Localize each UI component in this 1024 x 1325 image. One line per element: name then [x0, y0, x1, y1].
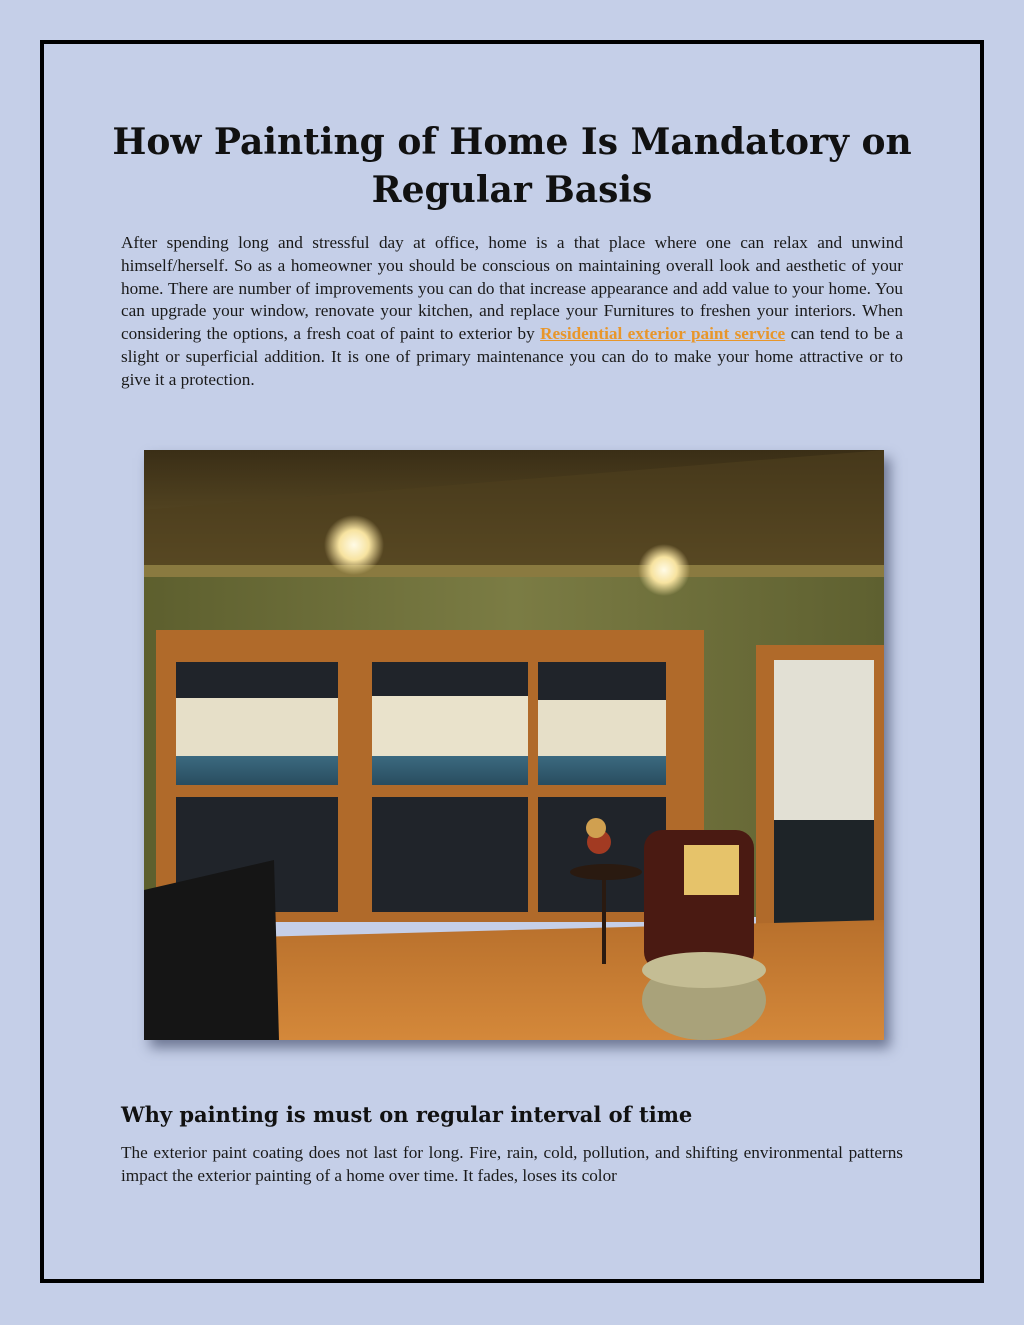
- intro-text-after-link: can tend to be a slight or superficial addition. It is one of primary maintenance you can do to make your home attractive or to give it a protection.: [121, 324, 903, 389]
- living-room-photo: [144, 450, 884, 1040]
- intro-text-before-link: After spending long and stressful day at office, home is a that place where one can relax and unwind himself/herself. So as a homeowner you should be conscious on maintaining overall look and aesthetic of your home. There are number of improvements you can do that increase appearance and add value to your home. You can upgrade your window, renovate your kitchen, and replace your Furnitures to freshen your interiors. When considering the options, a fresh coat of paint to exterior by: [121, 233, 903, 344]
- page-title: How Painting of Home Is Mandatory on Regular Basis: [112, 121, 912, 211]
- intro-paragraph: [121, 232, 903, 392]
- section-paragraph: The exterior paint coating does not last for long. Fire, rain, cold, pollution, and shifting environmental patterns impact the exterior painting of a home over time. It fades, loses its color: [121, 1143, 903, 1185]
- residential-paint-service-link[interactable]: Residential exterior paint service: [540, 324, 786, 344]
- section-heading: Why painting is must on regular interval of time: [121, 1102, 693, 1127]
